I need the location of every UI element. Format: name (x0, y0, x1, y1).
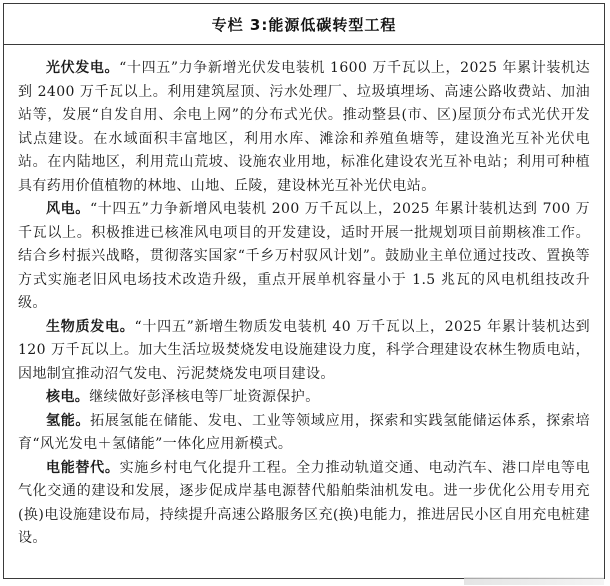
column-title: 专栏 3:能源低碳转型工程 (211, 15, 397, 34)
paragraph-hydrogen (18, 410, 590, 457)
paragraph-photovoltaic (18, 57, 590, 198)
paragraph-body: 实施乡村电气化提升工程。全力推动轨道交通、电动汽车、港口岸电等电气化交通的建设和发展，逐步促成岸基电源替代船舶柴油机发电。进一步优化公用专用充(换)电设施建设布局，持续提升高速公路服务区充(换)电能力，推进居民小区自用充电桩建设。 (18, 459, 590, 546)
column-box (3, 3, 605, 579)
column-title-bar (4, 4, 604, 45)
paragraph-electrification (18, 457, 590, 551)
paragraph-heading: 生物质发电。 (46, 318, 135, 335)
paragraph-heading: 光伏发电。 (46, 60, 120, 76)
paragraph-body: “十四五”力争新增风电装机 200 万千瓦以上，2025 年累计装机达到 700 万千瓦以上。积极推进已核准风电项目的开发建设，适时开展一批规划项目前期核准工作。结合乡村振兴战略，贯彻落实国家“千乡万村驭风计划”。鼓励业主单位通过技改、置换等方式实施老旧风电场技术改造升级，重点开展单机容量小于 1.5 兆瓦的风电机组技改升级。 (18, 201, 590, 311)
paragraph-body: 继续做好彭泽核电等厂址资源保护。 (89, 389, 320, 405)
paragraph-biomass-power (18, 316, 590, 387)
column-content (4, 45, 604, 551)
watermark-image (464, 577, 604, 585)
paragraph-heading: 核电。 (46, 389, 90, 405)
paragraph-nuclear-power (18, 386, 590, 410)
paragraph-body: “十四五”新增生物质发电装机 40 万千瓦以上，2025 年累计装机达到 120 万千瓦以上。加大生活垃圾焚烧发电设施建设力度，科学合理建设农林生物质电站，因地制宜推动沼气发电、污泥焚烧发电项目建设。 (18, 318, 590, 382)
paragraph-body: “十四五”力争新增光伏发电装机 1600 万千瓦以上，2025 年累计装机达到 2400 万千瓦以上。利用建筑屋顶、污水处理厂、垃圾填埋场、高速公路收费站、加油站等，发展“自发自用、余电上网”的分布式光伏。推动整县(市、区)屋顶分布式光伏开发试点建设。在水域面积丰富地区，利用水库、滩涂和养殖鱼塘等，建设渔光互补光伏电站。在内陆地区，利用荒山荒坡、设施农业用地，标准化建设农光互补电站；利用可种植具有药用价值植物的林地、山地、丘陵，建设林光互补光伏电站。 (18, 60, 591, 194)
paragraph-heading: 电能替代。 (46, 459, 120, 476)
paragraph-body: 拓展氢能在储能、发电、工业等领域应用，探索和实践氢能储运体系，探索培育“风光发电＋氢储能”一体化应用新模式。 (18, 412, 590, 452)
paragraph-heading: 氢能。 (46, 412, 91, 429)
paragraph-heading: 风电。 (46, 201, 90, 217)
paragraph-wind-power (18, 198, 590, 316)
